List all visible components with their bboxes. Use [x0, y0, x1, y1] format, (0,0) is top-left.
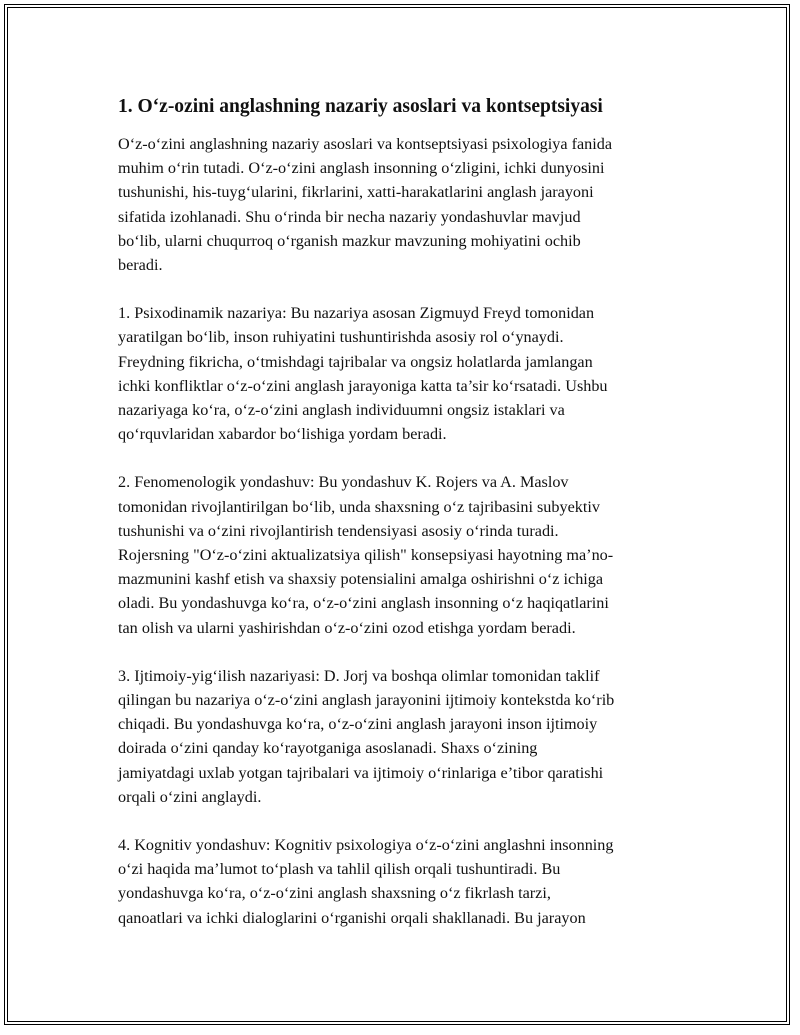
intro-paragraph: O‘z-o‘zini anglashning nazariy asoslari va kontseptsiyasi psixologiya fanida muhim o‘rin tutadi. O‘z-o‘zini anglash insonning o‘zligini, ichki dunyosini tushunishi, his-tuyg‘ularini, fikrlarini, xatti-harakatlarini anglash jarayoni sifatida izohlanadi. Shu o‘rinda bir necha nazariy yondashuvlar mavjud bo‘lib, ularni chuqurroq o‘rganish mazkur mavzuning mohiyatini ochib beradi. [118, 135, 613, 275]
paragraph-fenomenologik: 2. Fenomenologik yondashuv: Bu yondashuv K. Rojers va A. Maslov tomonidan rivojlantirilgan bo‘lib, unda shaxsning o‘z tajribasini subyektiv tushunishi va o‘zini rivojlantirish tendensiyasi asosiy o‘rinda turadi. Rojersning "O‘z-o‘zini aktualizatsiya qilish" konsepsiyasi hayotning ma’no- mazmunini kashf etish va shaxsiy potensialini amalga oshirishni o‘z ichiga oladi. Bu yondashuvga ko‘ra, o‘z-o‘zini anglash insonning o‘z haqiqatlarini tan olish va ularni yashirishdan o‘z-o‘zini ozod etishga yordam beradi. [118, 473, 614, 637]
paragraph-kognitiv: 4. Kognitiv yondashuv: Kognitiv psixologiya o‘z-o‘zini anglashni insonning o‘zi haqida ma’lumot to‘plash va tahlil qilish orqali tushuntiradi. Bu yondashuvga ko‘ra, o‘z-o‘zini anglash shaxsning o‘z fikrlash tarzi, qanoatlari va ichki dialoglarini o‘rganishi orqali shakllanadi. Bu jarayon [118, 836, 614, 927]
paragraph-ijtimoiy: 3. Ijtimoiy-yig‘ilish nazariyasi: D. Jorj va boshqa olimlar tomonidan taklif qilingan bu nazariya o‘z-o‘zini anglash jarayonini ijtimoiy kontekstda ko‘rib chiqadi. Bu yondashuvga ko‘ra, o‘z-o‘zini anglash jarayoni inson ijtimoiy doirada o‘zini qanday ko‘rayotganiga asoslanadi. Shaxs o‘zining jamiyatdagi uxlab yotgan tajribalari va ijtimoiy o‘rinlariga e’tibor qaratishi orqali o‘zini anglaydi. [118, 666, 615, 806]
document-body [118, 94, 684, 954]
section-heading: 1. O‘z-ozini anglashning nazariy asoslari va kontseptsiyasi [118, 96, 603, 117]
paragraph-psixodinamik: 1. Psixodinamik nazariya: Bu nazariya asosan Zigmuyd Freyd tomonidan yaratilgan bo‘lib, inson ruhiyatini tushuntirishda asosiy rol o‘ynaydi. Freydning fikricha, o‘tmishdagi tajribalar va ongsiz holatlarda jamlangan ichki konfliktlar o‘z-o‘zini anglash jarayoniga katta ta’sir ko‘rsatadi. Ushbu nazariyaga ko‘ra, o‘z-o‘zini anglash individuumni ongsiz istaklari va qo‘rquvlaridan xabardor bo‘lishiga yordam beradi. [118, 304, 608, 444]
